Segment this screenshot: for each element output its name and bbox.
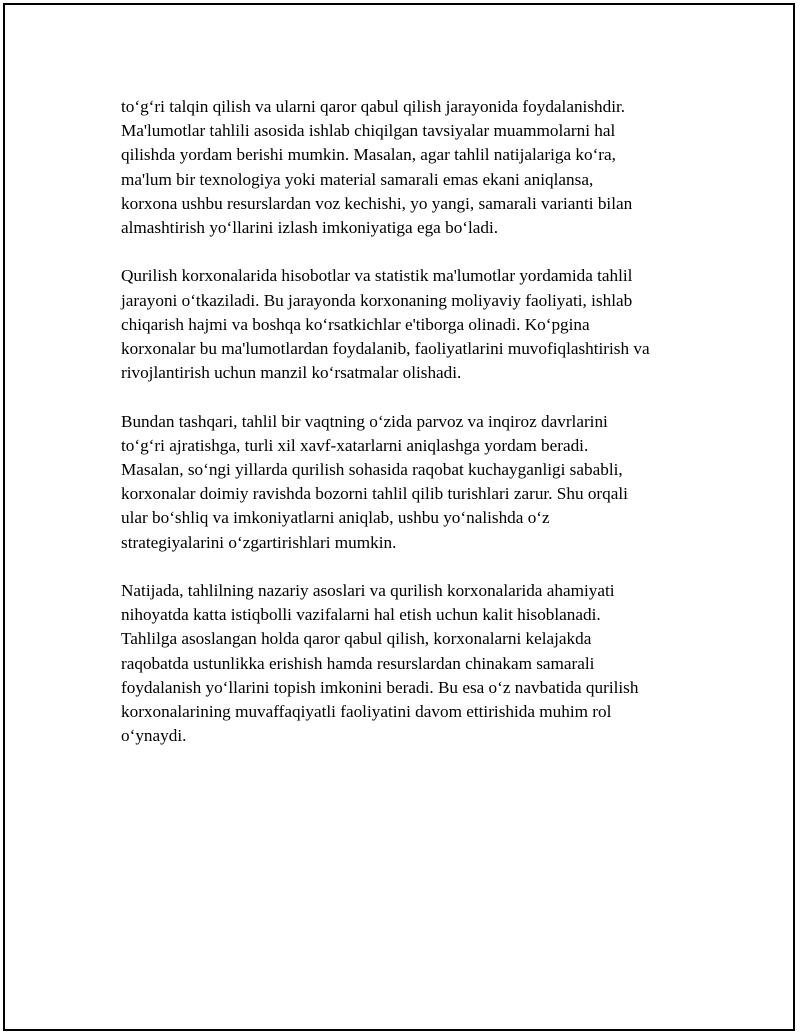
paragraph-1: to‘g‘ri talqin qilish va ularni qaror qabul qilish jarayonida foydalanishdir. Ma'lumotlar tahlili asosida ishlab chiqilgan tavsiyalar muammolarni hal qilishda yordam berishi mumkin. Masalan, agar tahlil natijalariga ko‘ra, ma'lum bir texnologiya yoki material samarali emas ekani aniqlansa, korxona ushbu resurslardan voz kechishi, yo yangi, samarali varianti bilan almashtirish yo‘llarini izlash imkoniyatiga ega bo‘ladi. (121, 97, 633, 238)
page-frame (3, 3, 795, 1031)
document-body (121, 95, 711, 773)
paragraph-2: Qurilish korxonalarida hisobotlar va statistik ma'lumotlar yordamida tahlil jarayoni o‘tkaziladi. Bu jarayonda korxonaning moliyaviy faoliyati, ishlab chiqarish hajmi va boshqa ko‘rsatkichlar e'tiborga olinadi. Ko‘pgina korxonalar bu ma'lumotlardan foydalanib, faoliyatlarini muvofiqlashtirish va rivojlantirish uchun manzil ko‘rsatmalar olishadi. (121, 266, 650, 383)
paragraph-3: Bundan tashqari, tahlil bir vaqtning o‘zida parvoz va inqiroz davrlarini to‘g‘ri ajratishga, turli xil xavf-xatarlarni aniqlashga yordam beradi. Masalan, so‘ngi yillarda qurilish sohasida raqobat kuchayganligi sababli, korxonalar doimiy ravishda bozorni tahlil qilib turishlari zarur. Shu orqali ular bo‘shliq va imkoniyatlarni aniqlab, ushbu yo‘nalishda o‘z strategiyalarini o‘zgartirishlari mumkin. (121, 411, 628, 552)
paragraph-4: Natijada, tahlilning nazariy asoslari va qurilish korxonalarida ahamiyati nihoyatda katta istiqbolli vazifalarni hal etish uchun kalit hisoblanadi. Tahlilga asoslangan holda qaror qabul qilish, korxonalarni kelajakda raqobatda ustunlikka erishish hamda resurslardan chinakam samarali foydalanish yo‘llarini topish imkonini beradi. Bu esa o‘z navbatida qurilish korxonalarining muvaffaqiyatli faoliyatini davom ettirishida muhim rol o‘ynaydi. (121, 581, 639, 746)
